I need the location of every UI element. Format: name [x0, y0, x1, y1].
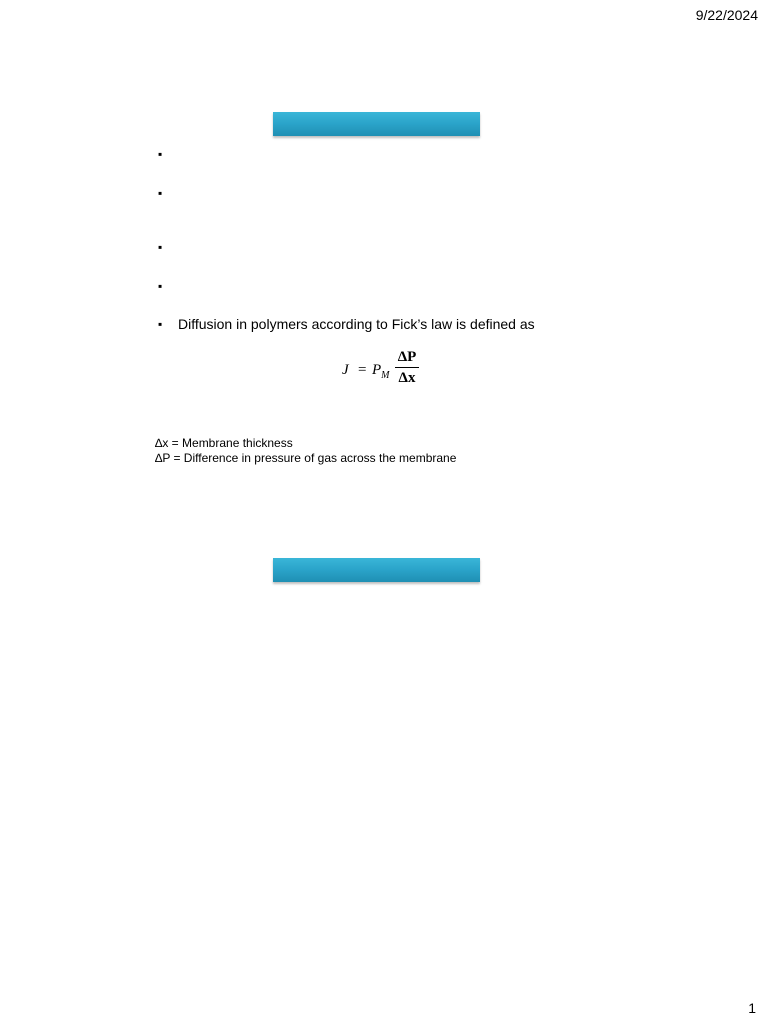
slide-title-bar-bottom	[273, 558, 480, 582]
equation-equals: =	[358, 362, 367, 378]
slide-date: 9/22/2024	[695, 7, 758, 23]
equation-fraction	[395, 348, 419, 387]
bullet-marker: ▪	[158, 147, 163, 161]
coefficient-subscript: M	[381, 370, 390, 381]
equation-coefficient	[372, 362, 390, 381]
bullet-item-4	[158, 277, 678, 295]
bullet-item-5	[158, 315, 678, 333]
definition-pressure: ∆P = Difference in pressure of gas across the membrane	[155, 451, 457, 465]
slide-title-bar-top	[273, 112, 480, 136]
bullet-item-1	[158, 145, 678, 163]
ficks-law-equation	[340, 346, 430, 394]
bullet-marker: ▪	[158, 186, 163, 200]
fraction-bar	[395, 367, 419, 368]
bullet-marker: ▪	[158, 240, 163, 254]
bullet-item-3	[158, 238, 678, 256]
definition-thickness: ∆x = Membrane thickness	[155, 436, 293, 450]
coefficient-symbol: P	[372, 362, 382, 378]
variable-definitions	[155, 436, 456, 466]
fraction-denominator: Δx	[398, 370, 416, 386]
bullet-marker: ▪	[158, 317, 163, 331]
page-number: 1	[748, 1000, 756, 1016]
fraction-numerator: ΔP	[397, 349, 417, 365]
bullet-text: Diffusion in polymers according to Fick’s law is defined as	[178, 316, 535, 332]
bullet-item-2	[158, 184, 678, 202]
equation-lhs: J	[342, 362, 349, 378]
bullet-marker: ▪	[158, 279, 163, 293]
